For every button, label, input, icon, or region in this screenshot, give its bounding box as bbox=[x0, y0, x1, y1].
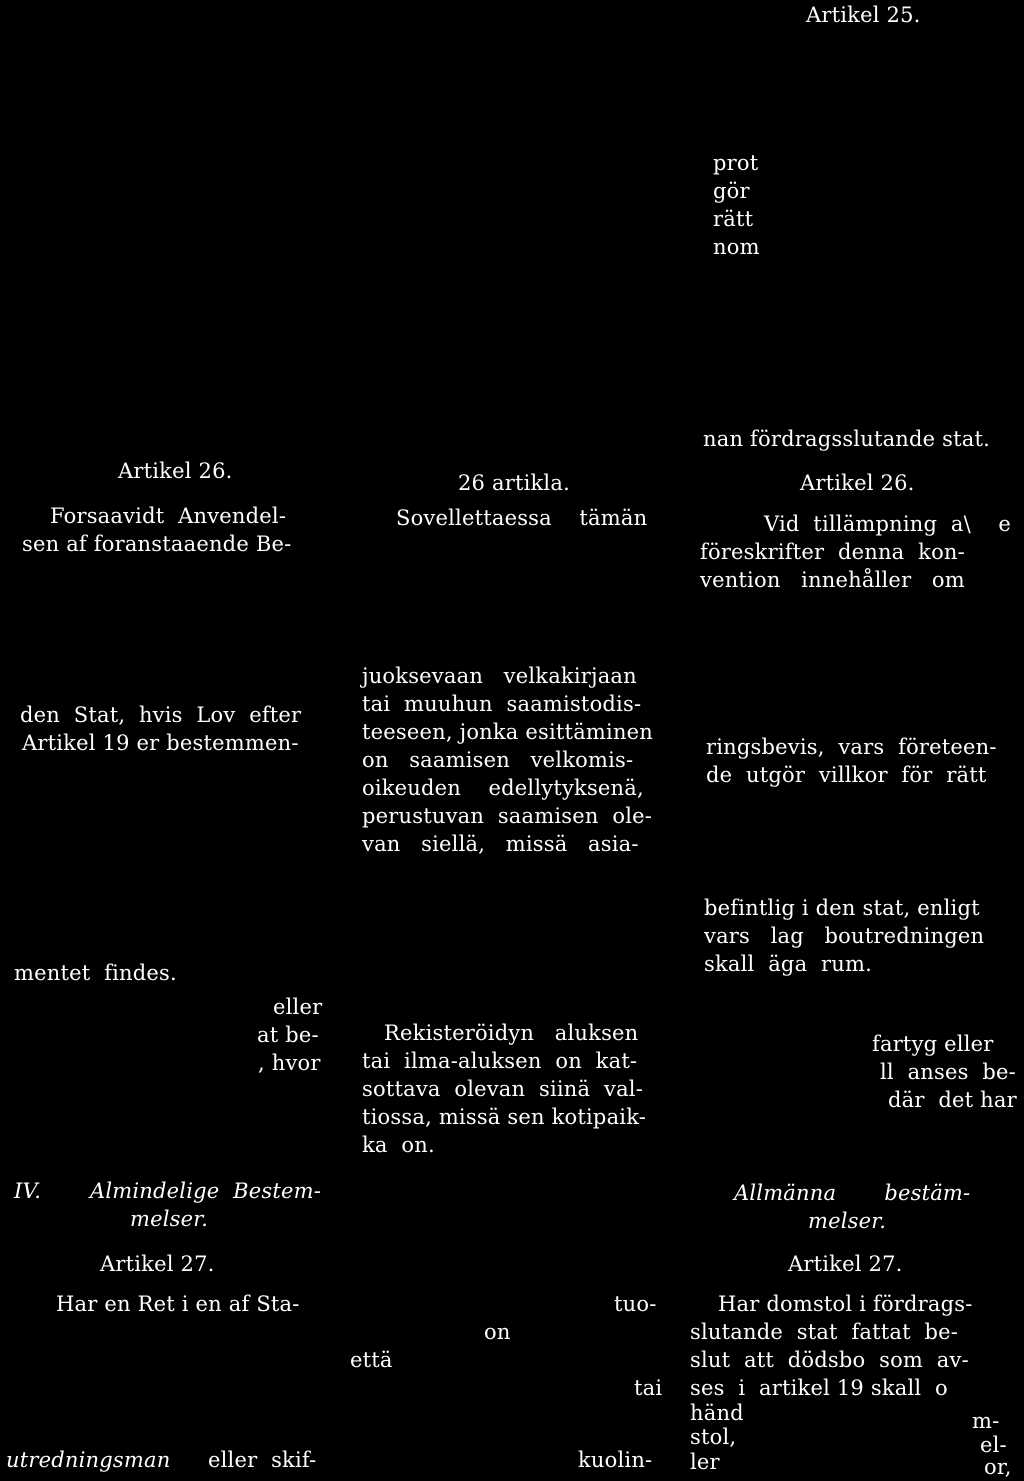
sv-text-fragment: där det har bbox=[888, 1088, 1017, 1112]
fi-artikla-26-heading: 26 artikla. bbox=[458, 471, 570, 495]
sv-text-line: nan fördragsslutande stat. bbox=[703, 427, 991, 451]
sv-text-line: Vid tillämpning a\ e bbox=[764, 512, 1012, 536]
sv-section-title-cont: melser. bbox=[808, 1209, 887, 1233]
fi-text-fragment: tai bbox=[634, 1376, 663, 1400]
da-text-line: sen af foranstaaende Be- bbox=[22, 532, 292, 556]
fi-text-line: van siellä, missä asia- bbox=[362, 832, 639, 856]
da-text-fragment: , hvor bbox=[258, 1051, 321, 1075]
sv-artikel-27-heading: Artikel 27. bbox=[788, 1252, 903, 1276]
sv-text-line: slutande stat fattat be- bbox=[690, 1320, 959, 1344]
sv-text-line: ses i artikel 19 skall o bbox=[690, 1376, 948, 1400]
fi-text-line: tai muuhun saamistodis- bbox=[362, 692, 642, 716]
sv-section-title: Allmänna bestäm- bbox=[734, 1181, 971, 1205]
text-fragment: prot bbox=[713, 151, 759, 175]
da-text-line: Forsaavidt Anvendel- bbox=[50, 504, 287, 528]
da-text-line: Har en Ret i en af Sta- bbox=[56, 1292, 300, 1316]
fi-text-line: ka on. bbox=[362, 1133, 435, 1157]
sv-text-fragment: m- bbox=[972, 1409, 1000, 1433]
fi-text-line: tai ilma-aluksen on kat- bbox=[362, 1049, 638, 1073]
sv-text-fragment: stol, bbox=[690, 1425, 737, 1449]
sv-text-line: föreskrifter denna kon- bbox=[700, 540, 965, 564]
da-text-fragment: eller bbox=[273, 995, 323, 1019]
fi-text-line: oikeuden edellytyksenä, bbox=[362, 776, 644, 800]
sv-text-fragment: or, bbox=[984, 1455, 1012, 1479]
da-artikel-26-heading: Artikel 26. bbox=[118, 459, 233, 483]
da-text-fragment: at be- bbox=[257, 1023, 319, 1047]
fi-text-line: Rekisteröidyn aluksen bbox=[384, 1021, 639, 1045]
fi-text-line: perustuvan saamisen ole- bbox=[362, 804, 653, 828]
sv-text-line: de utgör villkor för rätt bbox=[706, 763, 987, 787]
fi-text-fragment: kuolin- bbox=[578, 1448, 653, 1472]
da-section-numeral: IV. bbox=[14, 1179, 42, 1203]
sv-text-line: vention innehåller om bbox=[700, 568, 965, 592]
fi-text-fragment: tuo- bbox=[614, 1292, 657, 1316]
fi-text-line: juoksevaan velkakirjaan bbox=[362, 664, 637, 688]
da-text-line: den Stat, hvis Lov efter bbox=[20, 703, 302, 727]
text-fragment: nom bbox=[713, 235, 760, 259]
sv-text-fragment: fartyg eller bbox=[872, 1032, 994, 1056]
sv-text-fragment: händ bbox=[690, 1401, 744, 1425]
fi-text-line: Sovellettaessa tämän bbox=[396, 506, 648, 530]
fi-text-line: sottava olevan siinä val- bbox=[362, 1077, 643, 1101]
text-fragment: gör bbox=[713, 179, 750, 203]
fi-text-line: on saamisen velkomis- bbox=[362, 748, 634, 772]
sv-text-line: slut att dödsbo som av- bbox=[690, 1348, 969, 1372]
fi-text-fragment: että bbox=[350, 1348, 393, 1372]
da-artikel-27-heading: Artikel 27. bbox=[100, 1252, 215, 1276]
sv-artikel-26-heading: Artikel 26. bbox=[800, 471, 915, 495]
fi-text-line: teeseen, jonka esittäminen bbox=[362, 720, 654, 744]
page-header-artikel: Artikel 25. bbox=[806, 3, 921, 27]
da-text-line: mentet findes. bbox=[14, 961, 177, 985]
text-fragment: rätt bbox=[713, 207, 754, 231]
da-text-line: eller skif- bbox=[208, 1448, 317, 1472]
da-section-title-cont: melser. bbox=[130, 1207, 209, 1231]
sv-text-fragment: ll anses be- bbox=[880, 1060, 1016, 1084]
fi-text-line: tiossa, missä sen kotipaik- bbox=[362, 1105, 647, 1129]
sv-text-line: Har domstol i fördrags- bbox=[718, 1292, 973, 1316]
sv-text-line: befintlig i den stat, enligt bbox=[704, 896, 980, 920]
da-section-title: Almindelige Bestem- bbox=[90, 1179, 322, 1203]
sv-text-line: vars lag boutredningen bbox=[704, 924, 985, 948]
da-text-italic: utredningsman bbox=[6, 1448, 171, 1472]
da-text-line: Artikel 19 er bestemmen- bbox=[22, 731, 299, 755]
sv-text-line: skall äga rum. bbox=[704, 952, 872, 976]
sv-text-fragment: el- bbox=[980, 1433, 1007, 1457]
sv-text-fragment: ler bbox=[690, 1450, 720, 1474]
sv-text-line: ringsbevis, vars företeen- bbox=[706, 735, 997, 759]
fi-text-fragment: on bbox=[484, 1320, 511, 1344]
